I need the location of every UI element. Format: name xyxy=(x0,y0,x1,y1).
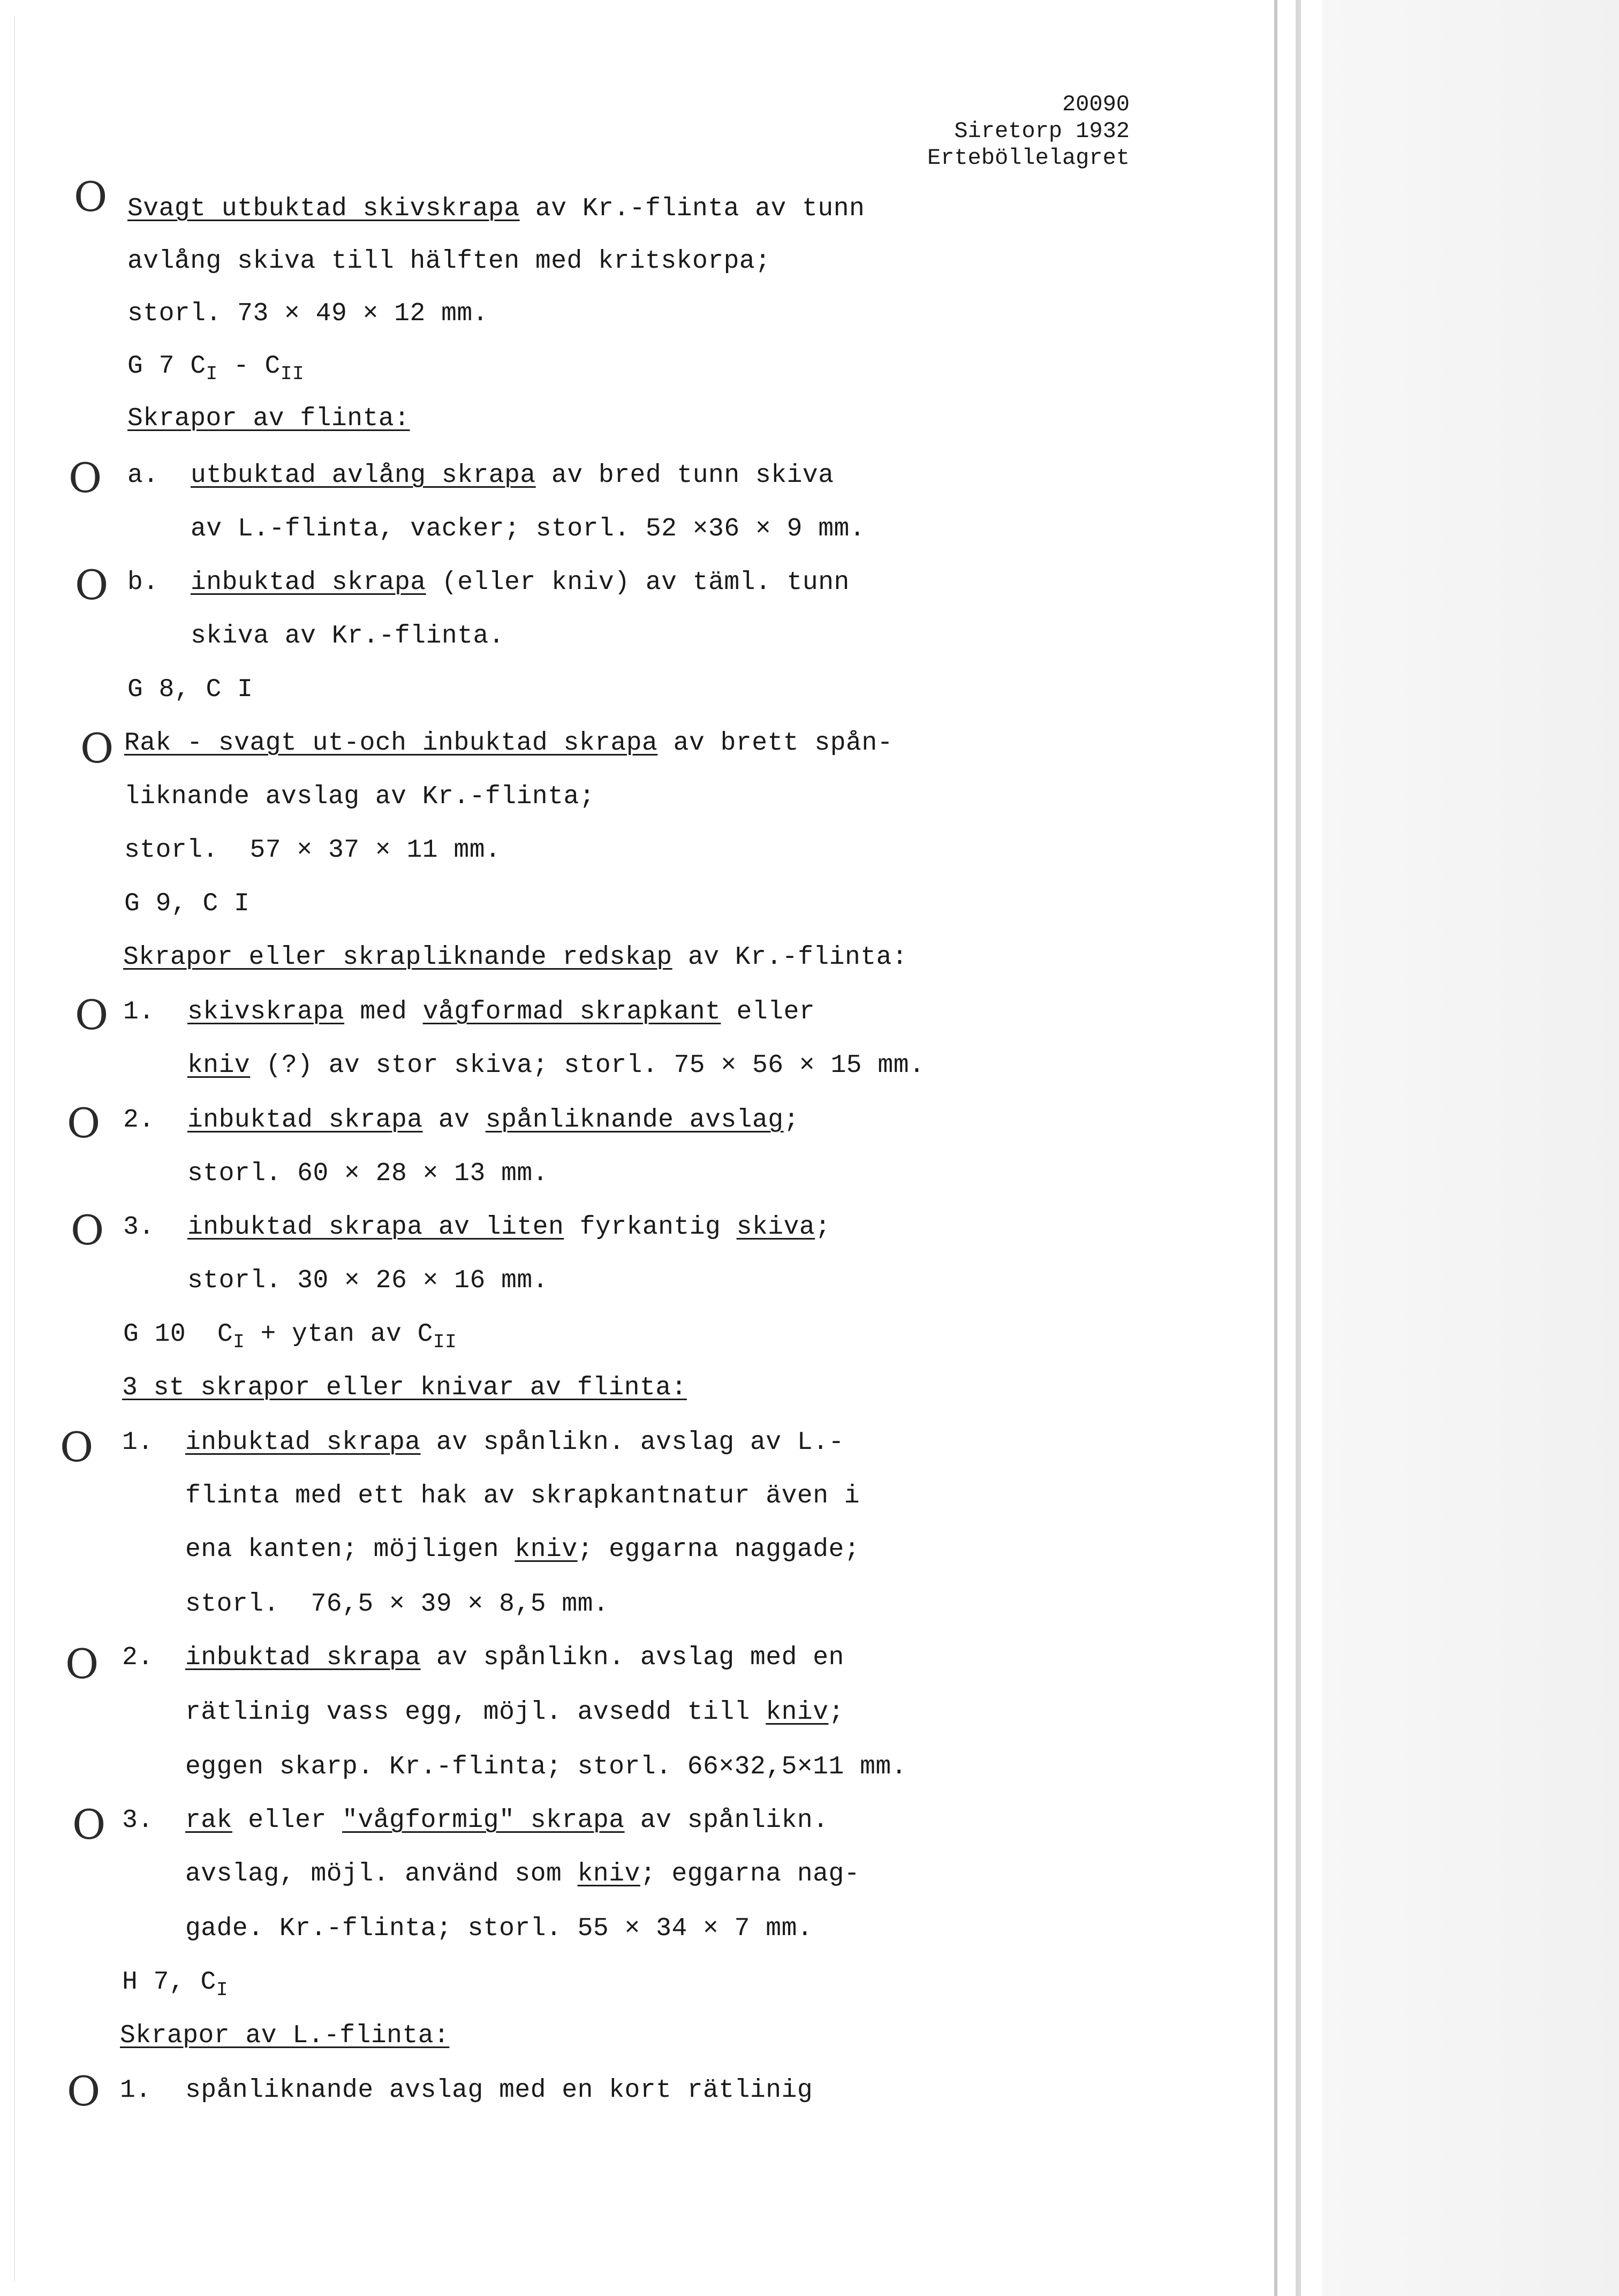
item-label: 1. xyxy=(122,1428,154,1457)
item-label: b. xyxy=(127,568,159,597)
item-label: 2. xyxy=(123,1106,155,1135)
layer-line: G 10 $C_I + ytan$ av $C_{II}$ xyxy=(123,1320,457,1353)
entry-line: avlång skiva till hälften med kritskorpa; xyxy=(127,247,771,276)
entry-line: kniv (?) av stor skiva; storl. 75 × 56 × 15 mm. xyxy=(187,1051,925,1080)
adjacent-page-strip xyxy=(1322,0,1619,2296)
item-label: a. xyxy=(127,461,159,490)
entry-line: utbuktad avlång skrapa av bred tunn skiva xyxy=(191,461,834,490)
page-edge-line xyxy=(1274,0,1277,2296)
margin-circle-mark: O xyxy=(74,173,108,221)
layer-line: G 7 $C_I - C_{II}$ xyxy=(127,352,305,385)
item-label: 3. xyxy=(122,1806,154,1835)
item-label: 2. xyxy=(122,1643,154,1672)
margin-circle-mark: O xyxy=(67,2067,101,2115)
layer-name: Erteböllelagret xyxy=(927,145,1130,171)
layer-line: G 8, C I xyxy=(127,675,253,704)
entry-line: rak eller "vågformig" skrapa av spånlikn. xyxy=(185,1806,829,1835)
entry-line: flinta med ett hak av skrapkantnatur även i xyxy=(185,1482,860,1510)
margin-circle-mark: O xyxy=(72,1801,106,1848)
entry-line: skiva av Kr.-flinta. xyxy=(191,622,505,651)
section-heading: Skrapor eller skrapliknande redskap av Kr.-flinta: xyxy=(123,943,908,972)
site-year: Siretorp 1932 xyxy=(954,118,1130,144)
margin-circle-mark: O xyxy=(69,454,102,502)
entry-line: ena kanten; möjligen kniv; eggarna naggade; xyxy=(185,1535,860,1564)
item-label: 1. xyxy=(123,998,155,1026)
layer-line: H 7, $C_I$ xyxy=(122,1968,228,2001)
size-line: storl. 76,5 × 39 × 8,5 mm. xyxy=(185,1590,609,1619)
size-line: storl. 30 × 26 × 16 mm. xyxy=(187,1266,549,1295)
catalog-number: 20090 xyxy=(1062,92,1130,117)
item-label: 1. xyxy=(120,2076,152,2105)
entry-line: skivskrapa med vågformad skrapkant eller xyxy=(187,998,815,1026)
entry-line: Rak - svagt ut-och inbuktad skrapa av brett spån- xyxy=(124,729,893,758)
entry-line: Svagt utbuktad skivskrapa av Kr.-flinta av tunn xyxy=(127,194,865,223)
margin-circle-mark: O xyxy=(80,724,114,772)
margin-circle-mark: O xyxy=(60,1423,94,1471)
left-page-edge xyxy=(14,16,15,2281)
entry-line: avslag, möjl. använd som kniv; eggarna nag- xyxy=(185,1860,860,1889)
size-line: storl. 60 × 28 × 13 mm. xyxy=(187,1159,549,1188)
entry-line: inbuktad skrapa av spånlikn. avslag av L.- xyxy=(185,1428,844,1457)
entry-line: rätlinig vass egg, möjl. avsedd till kniv; xyxy=(185,1698,844,1727)
item-label: 3. xyxy=(123,1213,155,1242)
margin-circle-mark: O xyxy=(75,561,109,609)
entry-line: inbuktad skrapa av spånliknande avslag; xyxy=(187,1106,799,1135)
entry-line: inbuktad skrapa (eller kniv) av täml. tunn xyxy=(191,568,850,597)
page-edge-line xyxy=(1296,0,1301,2296)
term-underlined: Svagt utbuktad skivskrapa xyxy=(127,194,520,223)
entry-line: eggen skarp. Kr.-flinta; storl. 66×32,5×11 mm. xyxy=(185,1753,907,1781)
entry-line: av L.-flinta, vacker; storl. 52 ×36 × 9 mm. xyxy=(191,515,866,543)
size-line: storl. 57 × 37 × 11 mm. xyxy=(124,836,501,865)
section-heading: Skrapor av flinta: xyxy=(127,404,410,433)
entry-line: spånliknande avslag med en kort rätlinig xyxy=(185,2076,813,2105)
entry-line: inbuktad skrapa av spånlikn. avslag med en xyxy=(185,1643,844,1672)
section-heading: 3 st skrapor eller knivar av flinta: xyxy=(122,1373,687,1402)
size-line: storl. 73 × 49 × 12 mm. xyxy=(127,299,489,328)
margin-circle-mark: O xyxy=(71,1206,104,1254)
entry-line: liknande avslag av Kr.-flinta; xyxy=(124,782,595,811)
layer-line: G 9, C I xyxy=(124,889,250,918)
entry-line: inbuktad skrapa av liten fyrkantig skiva; xyxy=(187,1213,831,1242)
section-heading: Skrapor av L.-flinta: xyxy=(120,2021,450,2050)
entry-line: gade. Kr.-flinta; storl. 55 × 34 × 7 mm. xyxy=(185,1914,813,1943)
margin-circle-mark: O xyxy=(75,991,109,1039)
margin-circle-mark: O xyxy=(65,1640,99,1688)
margin-circle-mark: O xyxy=(67,1099,101,1147)
